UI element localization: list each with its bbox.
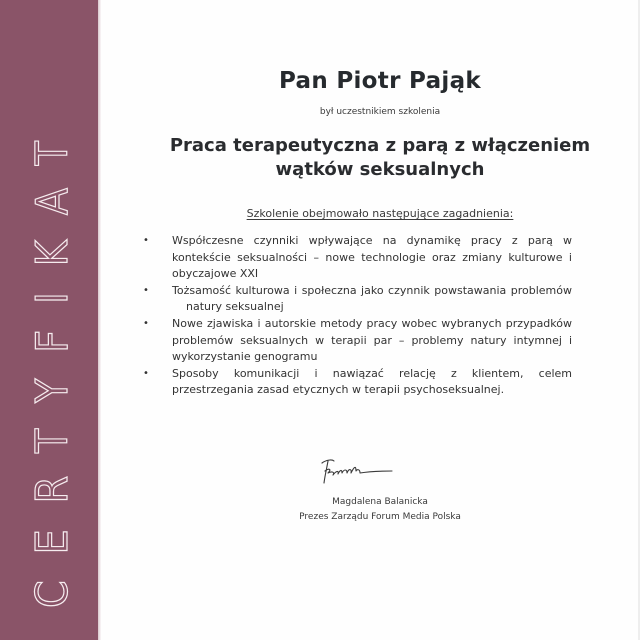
topic-item: [140, 233, 572, 283]
topic-text: Współczesne czynniki wpływające na dynamikę pracy z parą w kontekście seksualności – nowe technologie oraz zmiany kulturowe i obyczajowe XXI: [172, 234, 572, 281]
topic-item: [140, 316, 572, 366]
recipient-name: Pan Piotr Pająk: [279, 68, 481, 94]
topic-text: Nowe zjawiska i autorskie metody pracy wobec wybranych przypadków problemów seksualnych w terapii par – problemy natury intymnej i wykorzystanie genogramu: [172, 316, 572, 364]
topics-list: [140, 233, 572, 399]
bullet-icon: •: [143, 317, 149, 329]
bullet-icon: •: [143, 284, 149, 296]
course-title-line-2: wątków seksualnych: [275, 159, 485, 180]
course-title-line-1: Praca terapeutyczna z parą z włączeniem: [169, 135, 591, 156]
topic-text: Sposoby komunikacji i nawiązać relację z klientem, celem przestrzegania zasad etycznych w terapii psychoseksualnej.: [172, 366, 572, 397]
vertical-title: [23, 0, 83, 608]
topic-text-continued: natury seksualnej: [186, 300, 284, 314]
signer-role: Prezes Zarządu Forum Media Polska: [299, 512, 461, 522]
signature-icon: [316, 455, 396, 487]
topic-item: [140, 366, 572, 399]
signer-name: Magdalena Balanicka: [332, 497, 428, 507]
topic-text: Tożsamość kulturowa i społeczna jako czynnik powstawania problemów: [172, 283, 572, 297]
course-title: [130, 134, 630, 182]
sidebar-band: [0, 0, 98, 640]
sidebar-edge: [98, 0, 101, 640]
bullet-icon: •: [143, 367, 149, 379]
certificate-vertical-label: CERTYFIKAT: [27, 115, 78, 608]
bullet-icon: •: [143, 235, 149, 246]
participant-note: był uczestnikiem szkolenia: [319, 107, 441, 117]
topics-heading-text: Szkolenie obejmowało następujące zagadnienia:: [246, 207, 514, 220]
topics-heading: [120, 207, 640, 220]
topic-item: [140, 283, 572, 316]
